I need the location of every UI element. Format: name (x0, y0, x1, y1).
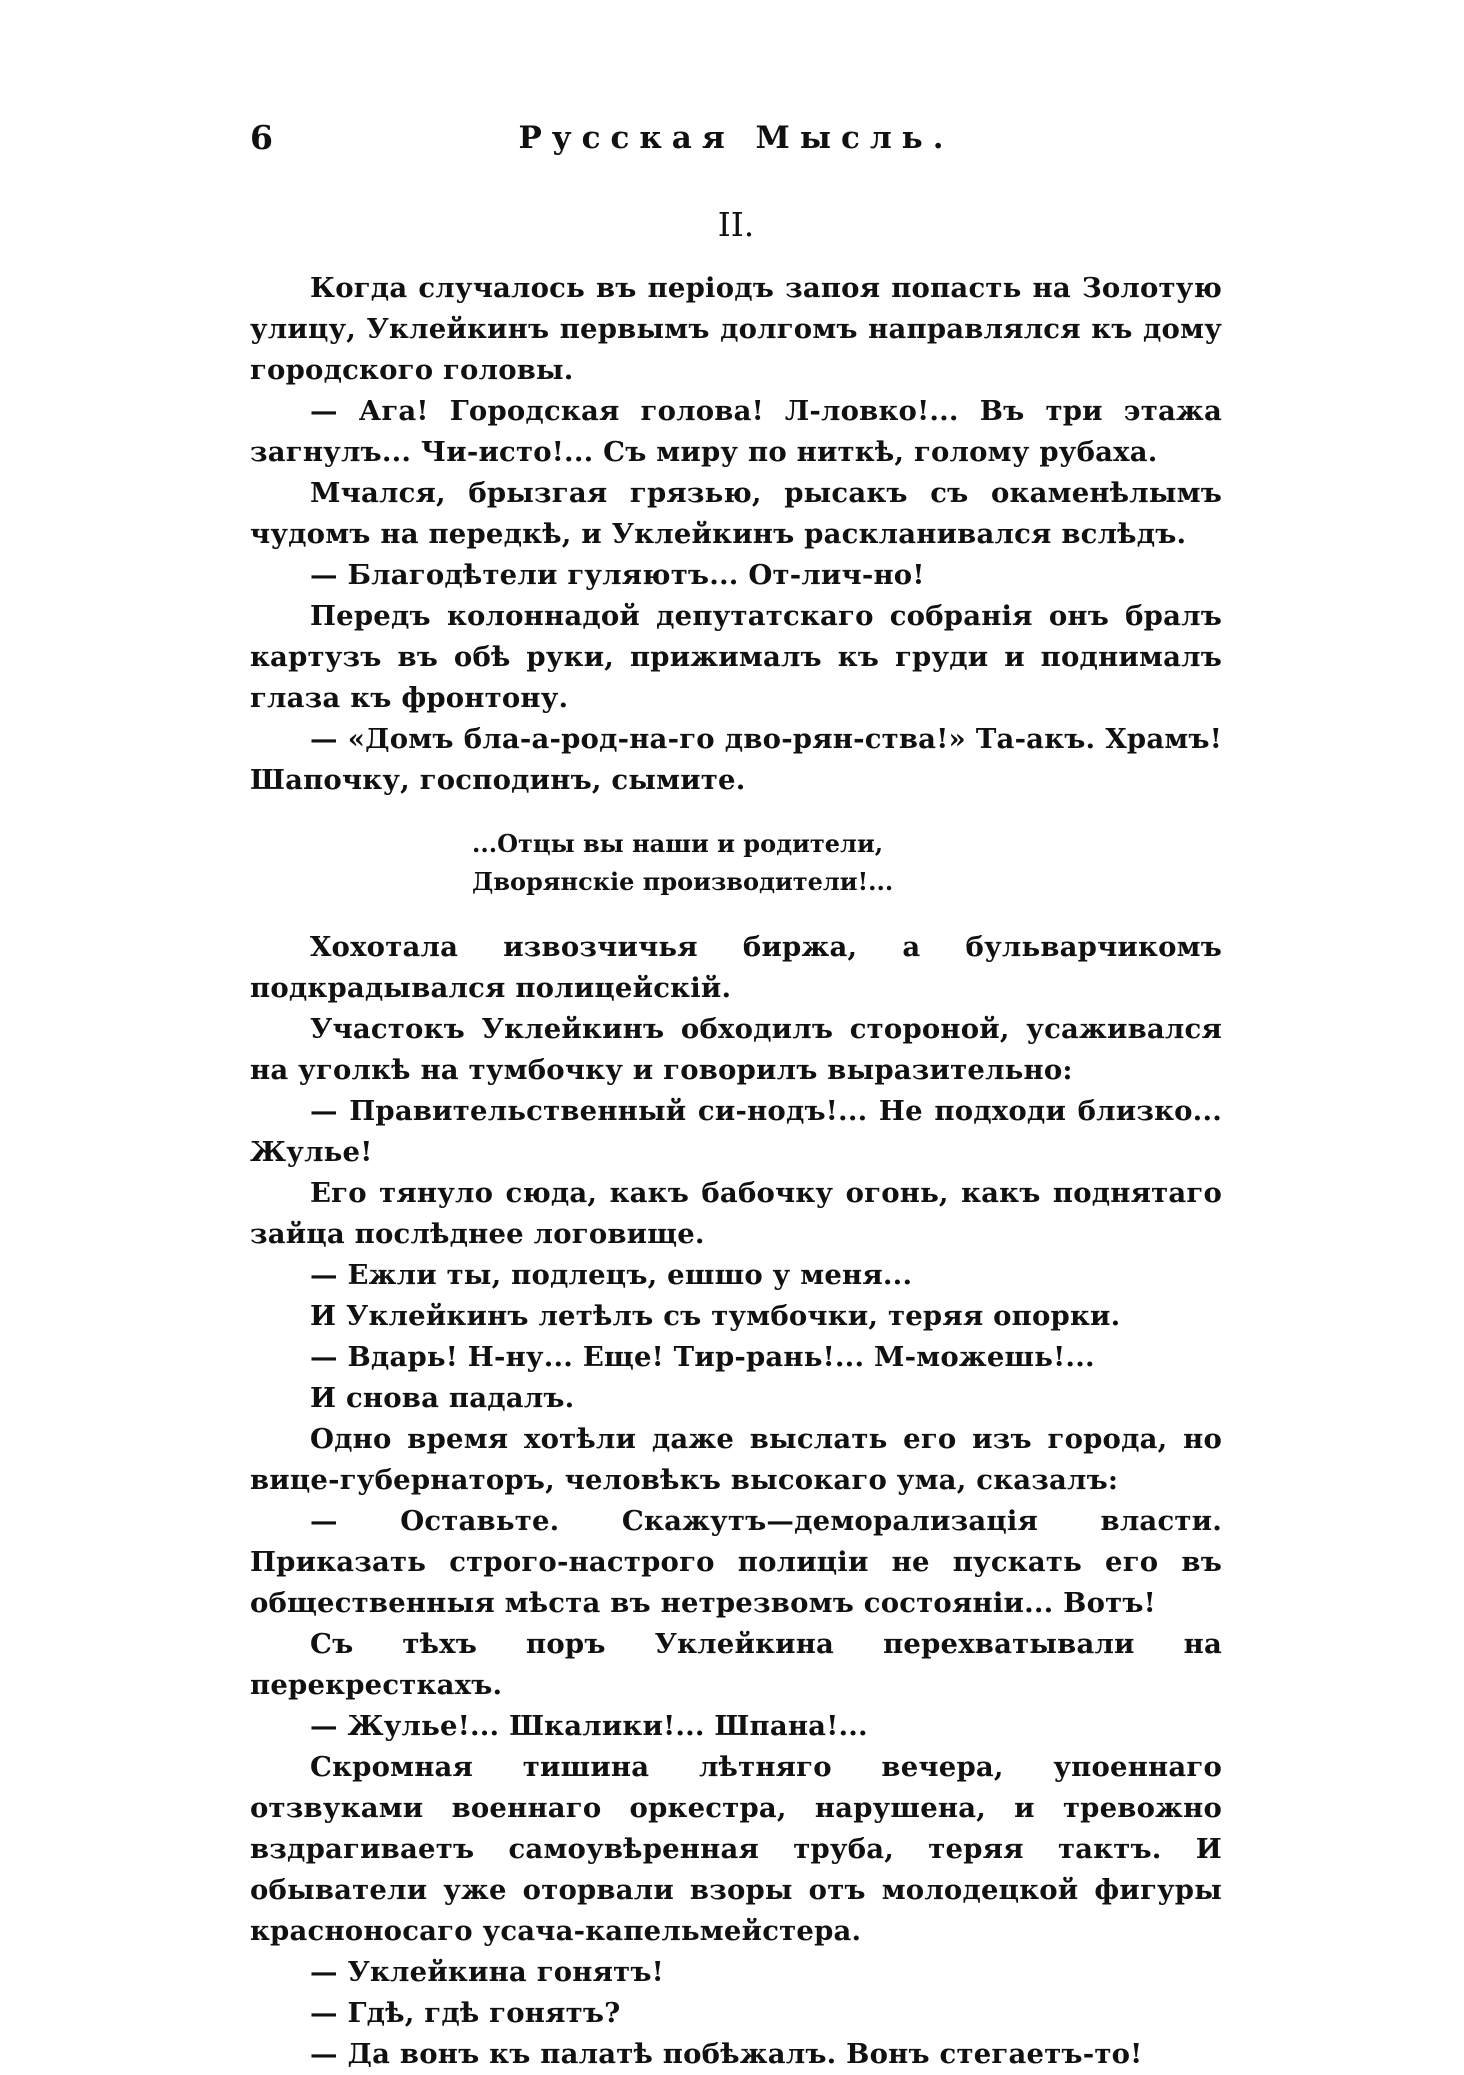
paragraph: — Гдѣ, гдѣ гонятъ? (310, 1997, 621, 2029)
paragraph: Его тянуло сюда, какъ бабочку огонь, какъ поднятаго зайца послѣднее логовище. (250, 1177, 1222, 1250)
paragraph: Участокъ Уклейкинъ обходилъ стороной, усаживался на уголкѣ на тумбочку и говорилъ выразительно: (250, 1013, 1222, 1086)
paragraph: И Уклейкинъ летѣлъ съ тумбочки, теряя опорки. (310, 1300, 1121, 1332)
running-title: Русская Мысль. (518, 120, 954, 156)
body-text (250, 268, 1222, 2075)
paragraph: Съ тѣхъ поръ Уклейкина перехватывали на перекресткахъ. (250, 1628, 1222, 1701)
paragraph: Хохотала извозчичья биржа, а бульварчикомъ подкрадывался полицейскій. (250, 931, 1222, 1004)
paragraph: Одно время хотѣли даже выслать его изъ города, но вице-губернаторъ, человѣкъ высокаго ума, сказалъ: (250, 1423, 1222, 1496)
paragraph: — Правительственный си-нодъ!... Не подходи близко... Жулье! (250, 1095, 1222, 1168)
paragraph: — Ага! Городская голова! Л-ловко!... Въ три этажа загнулъ... Чи-исто!... Съ миру по ниткѣ, голому рубаха. (250, 395, 1222, 468)
paragraph: — Жулье!... Шкалики!... Шпана!... (310, 1710, 868, 1742)
paragraph: И снова падалъ. (310, 1382, 575, 1414)
paragraph: — Да вонъ къ палатѣ побѣжалъ. Вонъ стегаетъ-то! (310, 2038, 1143, 2070)
paragraph: — Ежли ты, подлецъ, ешшо у меня... (310, 1259, 913, 1291)
paragraph: Передъ колоннадой депутатскаго собранія онъ бралъ картузъ въ обѣ руки, прижималъ къ груди и поднималъ глаза къ фронтону. (250, 600, 1222, 714)
paragraph: — Благодѣтели гуляютъ... От-лич-но! (310, 559, 925, 591)
paragraph: Когда случалось въ періодъ запоя попасть на Золотую улицу, Уклейкинъ первымъ долгомъ направлялся къ дому городского головы. (250, 272, 1222, 386)
verse-line: Дворянскіе производители!... (472, 867, 894, 896)
verse-line: ...Отцы вы наши и родители, (472, 829, 884, 858)
paragraph: — Оставьте. Скажутъ—деморализація власти. Приказать строго-настрого полиціи не пускать его въ общественныя мѣста въ нетрезвомъ состояніи... Вотъ! (250, 1505, 1222, 1619)
paragraph: — «Домъ бла-а-род-на-го дво-рян-ства!» Та-акъ. Храмъ! Шапочку, господинъ, сымите. (250, 723, 1222, 796)
paragraph: Мчался, брызгая грязью, рысакъ съ окаменѣлымъ чудомъ на передкѣ, и Уклейкинъ раскланивался вслѣдъ. (250, 477, 1222, 550)
paragraph: Скромная тишина лѣтняго вечера, упоеннаго отзвуками военнаго оркестра, нарушена, и тревожно вздрагиваетъ самоувѣренная труба, теряя тактъ. И обыватели уже оторвали взоры отъ молодецкой фигуры красноносаго усача-капельмейстера. (250, 1751, 1222, 1947)
verse-quote (472, 825, 1222, 901)
section-number: II. (717, 205, 755, 244)
page-header (250, 118, 1222, 178)
paragraph: — Уклейкина гонятъ! (310, 1956, 664, 1988)
page-number: 6 (250, 118, 273, 157)
paragraph: — Вдарь! Н-ну... Еще! Тир-рань!... М-можешь!... (310, 1341, 1095, 1373)
